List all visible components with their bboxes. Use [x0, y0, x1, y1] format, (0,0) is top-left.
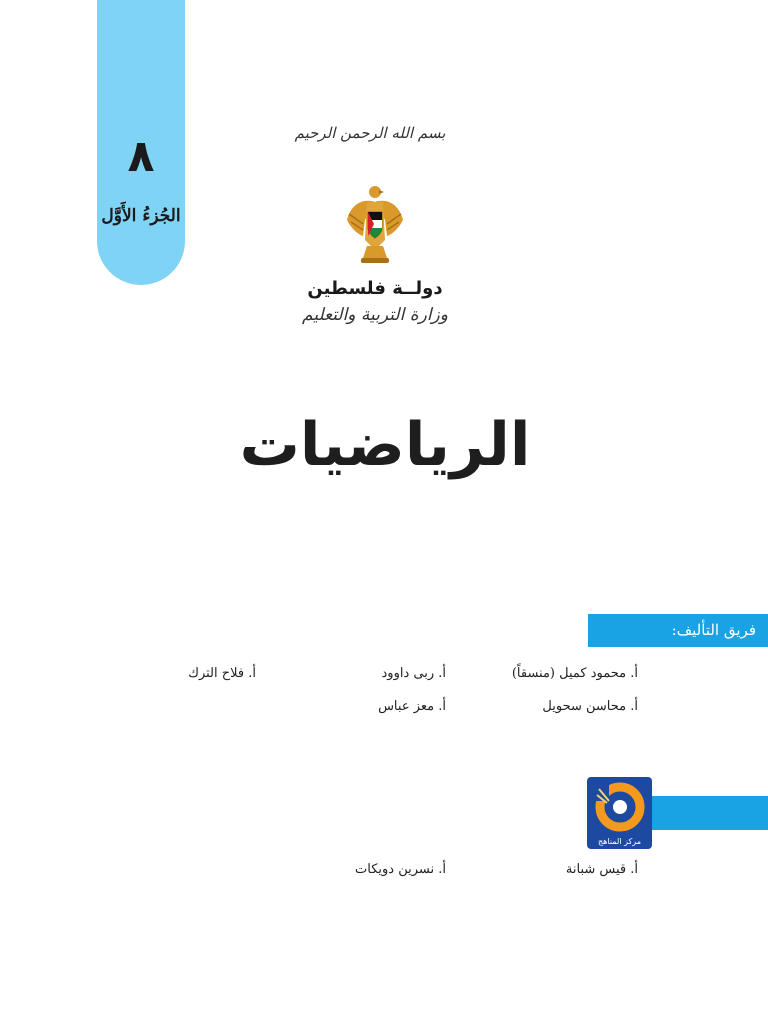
grade-number: ٨: [127, 131, 155, 182]
basmala-calligraphy: بسم الله الرحمن الرحيم: [294, 124, 446, 142]
ministry-name: وزارة التربية والتعليم: [302, 305, 448, 325]
author-entry: أ. قيس شبانة: [565, 862, 638, 877]
author-entry: أ. محمود كميل (منسقاً): [511, 666, 638, 681]
grade-tab: [97, 0, 185, 285]
logo-caption: مركز المناهج: [598, 837, 641, 846]
team-label: فريق التأليف:: [671, 621, 756, 639]
palestine-eagle-emblem-icon: [343, 180, 407, 268]
grade-part-label: الجُزءُ الأَوَّل: [101, 206, 181, 226]
author-entry: أ. فلاح الترك: [188, 666, 256, 681]
author-entry: أ. معز عباس: [378, 699, 446, 714]
author-entry: أ. نسرين دويكات: [355, 862, 446, 877]
curriculum-center-logo-icon: [587, 777, 652, 849]
book-title: الرياضيات: [239, 410, 531, 480]
logo-mark-icon: [587, 777, 652, 837]
logo-accent-bar: [652, 796, 768, 830]
team-label-bar: [588, 614, 768, 647]
author-entry: أ. محاسن سحويل: [542, 699, 638, 714]
author-entry: أ. ربى داوود: [381, 666, 446, 681]
state-name: دولــة فلسطين: [307, 278, 443, 299]
